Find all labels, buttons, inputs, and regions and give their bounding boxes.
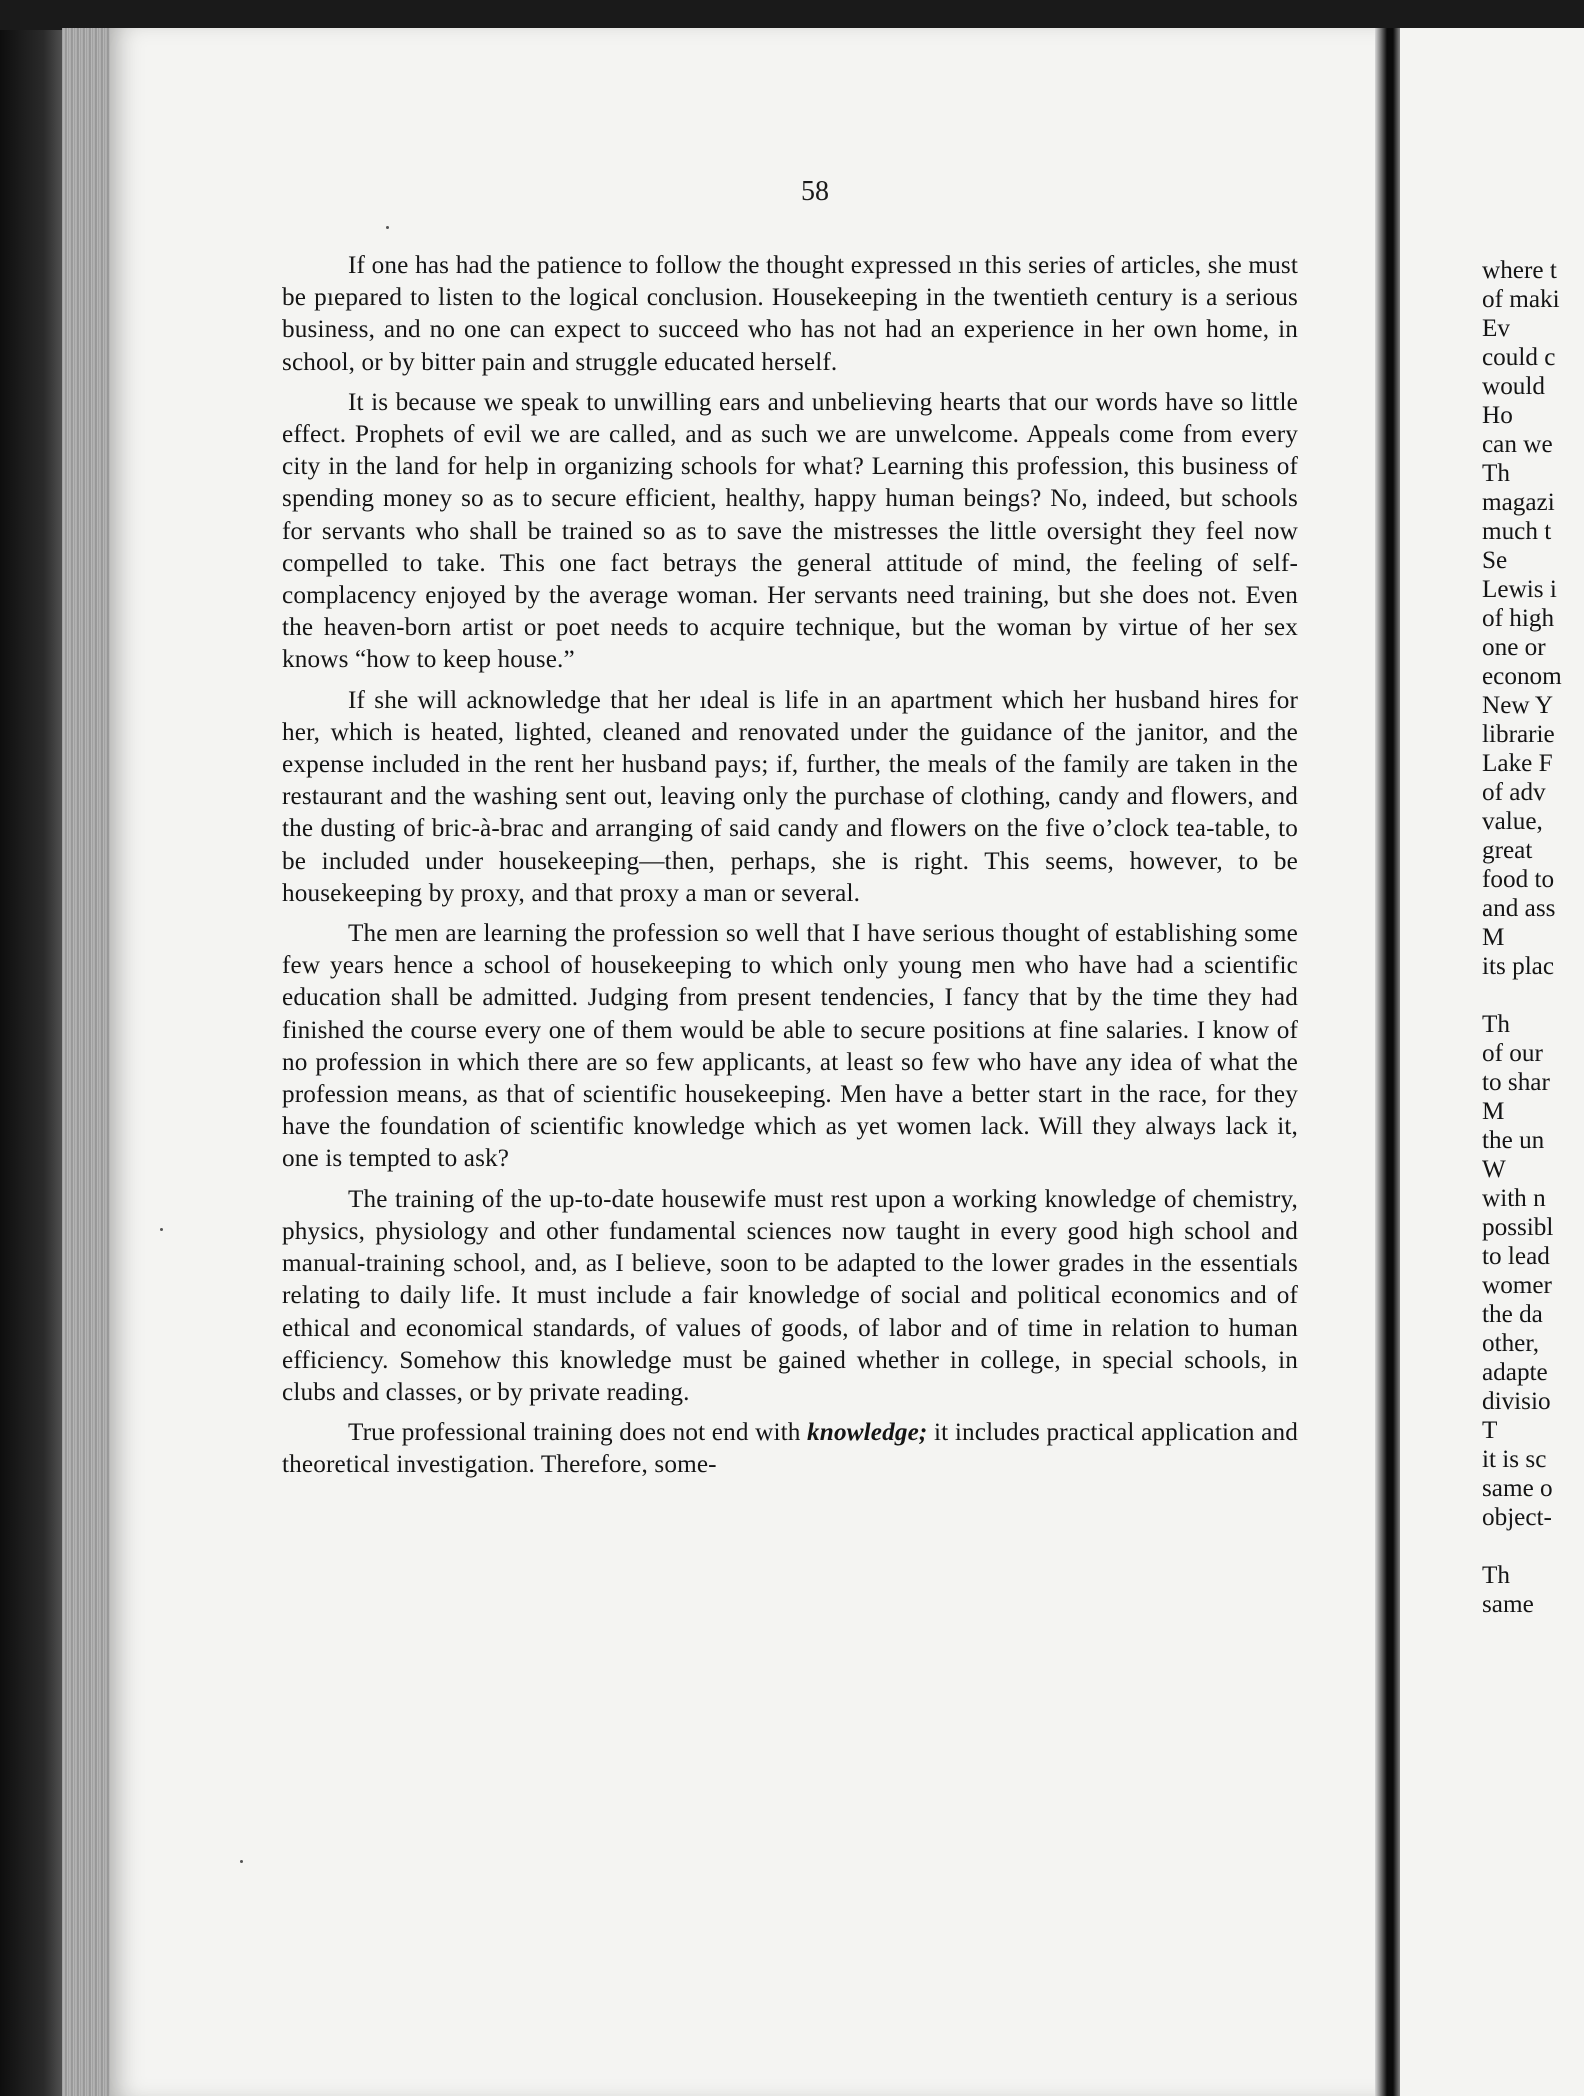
right-page-line: adapte	[1482, 1359, 1548, 1386]
right-page-line: one or	[1482, 634, 1546, 661]
right-page-line: great	[1482, 837, 1533, 864]
paper-speck	[240, 1860, 243, 1863]
right-page-line: M	[1482, 924, 1505, 951]
right-page-line: of adv	[1482, 779, 1546, 806]
right-page-line: womer	[1482, 1272, 1552, 1299]
paragraph-last	[282, 1417, 1298, 1481]
right-page-line: magazi	[1482, 489, 1555, 516]
body-text	[282, 250, 1298, 1490]
right-page-line: with n	[1482, 1185, 1546, 1212]
right-page-line: the da	[1482, 1301, 1543, 1328]
right-page-line: librarie	[1482, 721, 1555, 748]
right-page-line: would	[1482, 373, 1545, 400]
page-number: 58	[801, 176, 829, 207]
right-page-line: where t	[1482, 257, 1557, 284]
right-page-line: value,	[1482, 808, 1543, 835]
right-page-line: M	[1482, 1098, 1505, 1125]
right-page-line: Ho	[1482, 402, 1513, 429]
right-page-line: food to	[1482, 866, 1555, 893]
paragraph-text: True professional training does not end with	[348, 1419, 808, 1447]
right-page-line: econom	[1482, 663, 1562, 690]
paragraph: It is because we speak to unwilling ears and unbelieving hearts that our words have so little effect. Prophets of evil we are called, and as such we are unwelcome. Appeals come from every city in the land for help in organizing schools for what? Learning this profession, this business of spending money so as to secure efficient, healthy, happy human beings? No, indeed, but schools for servants who shall be trained so as to save the mistresses the little oversight they feel now compelled to take. This one fact betrays the general attitude of mind, the feeling of self-complacency enjoyed by the average woman. Her servants need training, but she does not. Even the heaven-born artist or poet needs to acquire technique, but the woman by virtue of her sex knows “how to keep house.”	[282, 388, 1298, 674]
right-page-line: Th	[1482, 1011, 1510, 1038]
right-page-line: Th	[1482, 1562, 1510, 1589]
right-page-line: of maki	[1482, 286, 1560, 313]
book-cover-edge	[0, 30, 62, 2096]
right-page-line: divisio	[1482, 1388, 1551, 1415]
right-page-line: possibl	[1482, 1214, 1554, 1241]
right-page-line: same o	[1482, 1475, 1553, 1502]
page-edges	[62, 28, 112, 2096]
right-page-line: W	[1482, 1156, 1506, 1183]
line-gap	[1482, 981, 1584, 1010]
right-page-text	[1482, 256, 1584, 1619]
right-page-line: and ass	[1482, 895, 1556, 922]
right-page-line: New Y	[1482, 692, 1554, 719]
paper-speck	[386, 226, 389, 229]
right-page-line: of high	[1482, 605, 1555, 632]
right-page-line: Lake F	[1482, 750, 1553, 777]
right-page-line: can we	[1482, 431, 1553, 458]
right-page-line: much t	[1482, 518, 1552, 545]
paper-speck	[160, 1228, 163, 1231]
right-page-line: Se	[1482, 547, 1508, 574]
right-page-line: object-	[1482, 1504, 1552, 1531]
right-page-line: Lewis i	[1482, 576, 1557, 603]
paragraph: If she will acknowledge that her ıdeal is life in an apartment which her husband hires for her, which is heated, lighted, cleaned and renovated under the guidance of the janitor, and the expense included in the rent her husband pays; if, further, the meals of the family are taken in the restaurant and the washing sent out, leaving only the purchase of clothing, candy and flowers, and the dusting of bric-à-brac and arranging of said candy and flowers on the five o’clock tea-table, to be included under housekeeping—then, perhaps, she is right. This seems, however, to be housekeeping by proxy, and that proxy a man or several.	[282, 686, 1298, 907]
right-page-line: to shar	[1482, 1069, 1550, 1096]
emphasis-text: knowledge;	[807, 1419, 928, 1447]
right-page-line: it is sc	[1482, 1446, 1547, 1473]
line-gap	[1482, 1532, 1584, 1561]
right-page-line: could c	[1482, 344, 1556, 371]
right-page-line: same	[1482, 1591, 1534, 1618]
right-page-line: to lead	[1482, 1243, 1550, 1270]
paragraph: The training of the up-to-date housewife must rest upon a working knowledge of chemistry, physics, physiology and other fundamental sciences now taught in every good high school and manual-training school, and, as I believe, soon to be adapted to the lower grades in the essentials relating to daily life. It must include a fair knowledge of social and political economics and of ethical and economical standards, of values of goods, of labor and of time in relation to human efficiency. Somehow this knowledge must be gained whether in college, in special schools, in clubs and classes, or by private reading.	[282, 1185, 1298, 1406]
right-page-line: the un	[1482, 1127, 1545, 1154]
right-page-line: other,	[1482, 1330, 1540, 1357]
right-page-line: T	[1482, 1417, 1498, 1444]
paragraph: The men are learning the profession so well that I have serious thought of establishing some few years hence a school of housekeeping to which only young men who have had a scientific education shall be admitted. Judging from present tendencies, I fancy that by the time they had finished the course every one of them would be able to secure positions at fine salaries. I know of no profession in which there are so few applicants, at least so few who have any idea of what the profession means, as that of scientific housekeeping. Men have a better start in the race, for they have the foundation of scientific knowledge which as yet women lack. Will they always lack it, one is tempted to ask?	[282, 920, 1298, 1173]
paragraph: If one has had the patience to follow the thought expressed ın this series of articles, she must be pıepared to listen to the logical conclusion. Housekeeping in the twentieth century is a serious business, and no one can expect to succeed who has not had an experience in her own home, in school, or by bitter pain and struggle educated herself.	[282, 252, 1298, 376]
right-page-line: Ev	[1482, 315, 1510, 342]
right-page-line: its plac	[1482, 953, 1555, 980]
paragraph-text: it includes practical application and theoretical investigation. Therefore, some-	[282, 1419, 1298, 1479]
right-page-line: of our	[1482, 1040, 1543, 1067]
right-page-line: Th	[1482, 460, 1510, 487]
